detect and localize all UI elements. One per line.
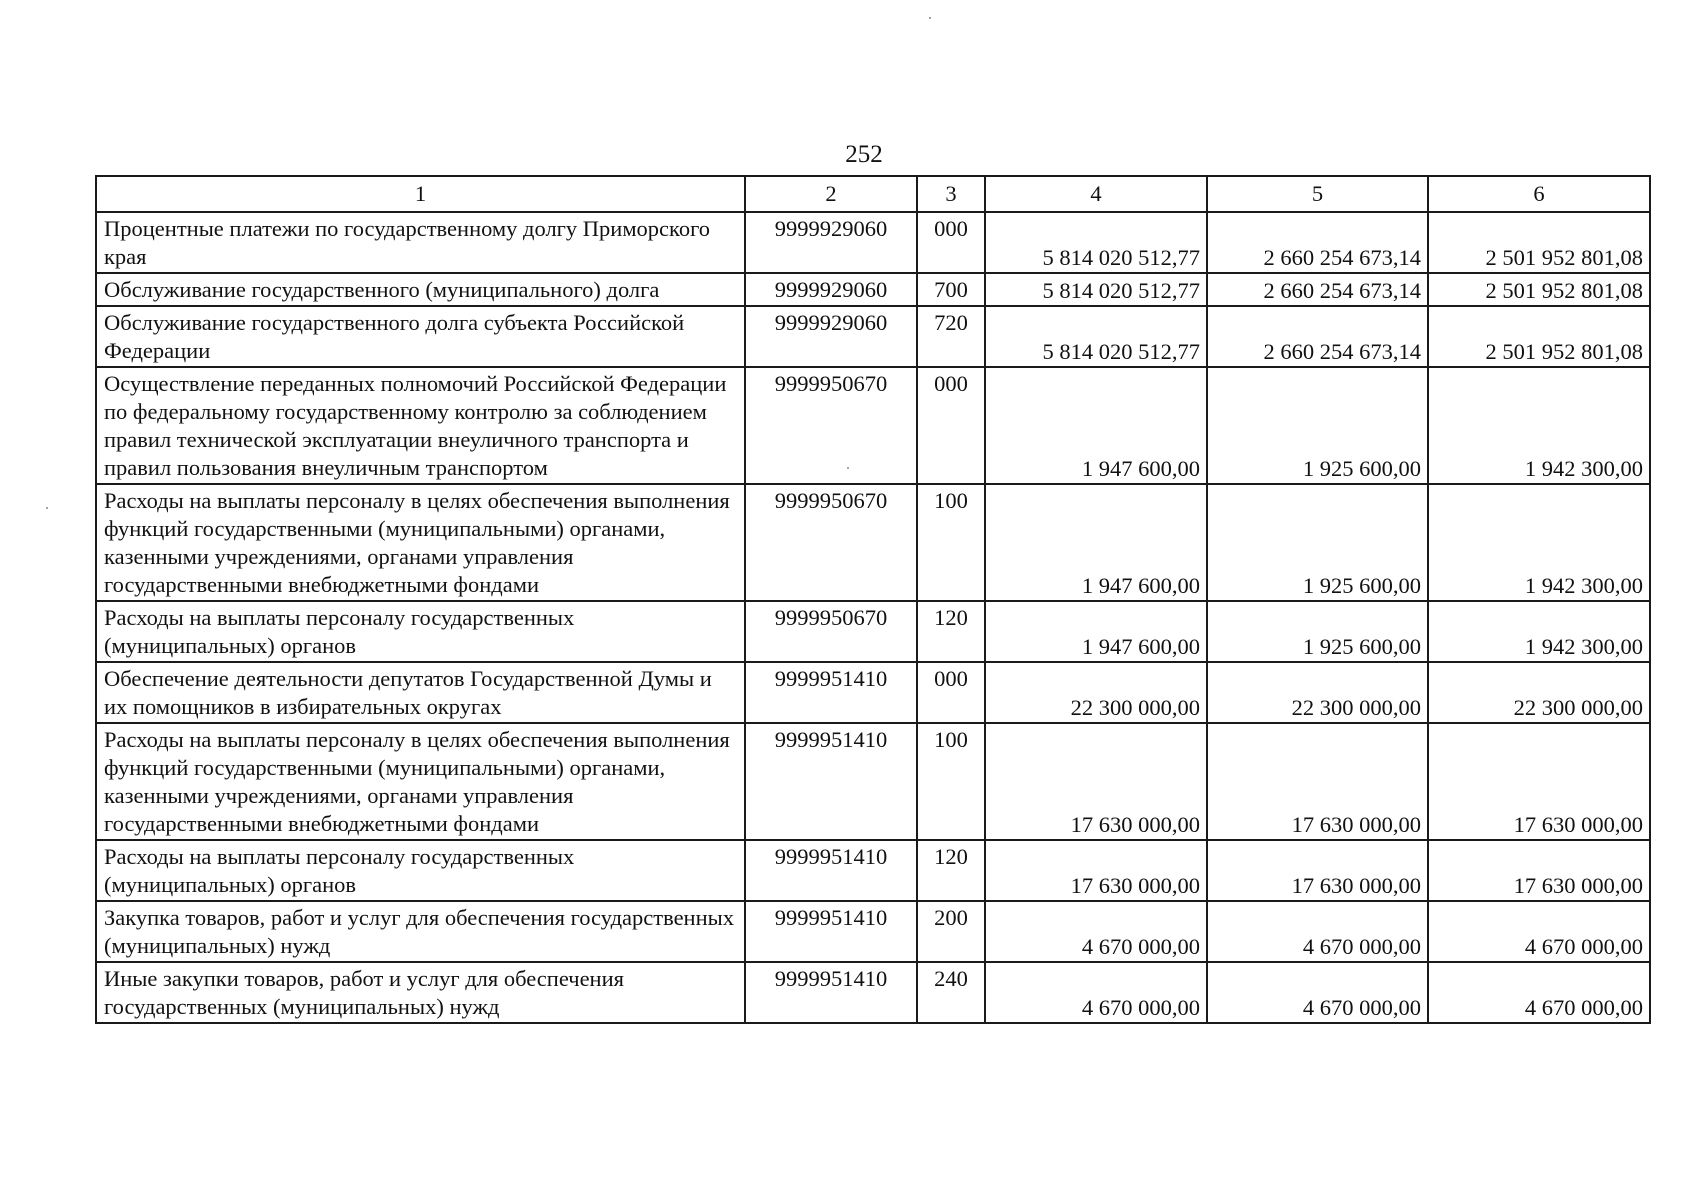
table-row <box>96 212 1650 273</box>
row-code: 9999929060 <box>745 306 917 367</box>
row-value-5: 1 925 600,00 <box>1207 367 1428 484</box>
row-value-5: 2 660 254 673,14 <box>1207 273 1428 306</box>
row-code: 9999951410 <box>745 840 917 901</box>
table-row <box>96 901 1650 962</box>
table-row <box>96 367 1650 484</box>
row-code: 9999951410 <box>745 723 917 840</box>
row-expense-type: 700 <box>917 273 985 306</box>
row-value-6: 4 670 000,00 <box>1428 901 1650 962</box>
row-name: Расходы на выплаты персоналу в целях обеспечения выполнения функций государственными (муниципальными) органами, казенными учреждениями, органами управления государственными внебюджетными фондами <box>96 484 745 601</box>
row-value-5: 22 300 000,00 <box>1207 662 1428 723</box>
table-header-row <box>96 176 1650 212</box>
row-value-5: 1 925 600,00 <box>1207 484 1428 601</box>
row-value-4: 1 947 600,00 <box>985 367 1207 484</box>
row-value-5: 2 660 254 673,14 <box>1207 212 1428 273</box>
row-name: Расходы на выплаты персоналу государственных (муниципальных) органов <box>96 840 745 901</box>
row-value-4: 22 300 000,00 <box>985 662 1207 723</box>
row-name: Расходы на выплаты персоналу в целях обеспечения выполнения функций государственными (муниципальными) органами, казенными учреждениями, органами управления государственными внебюджетными фондами <box>96 723 745 840</box>
row-name: Осуществление переданных полномочий Российской Федерации по федеральному государственному контролю за соблюдением правил технической эксплуатации внеуличного транспорта и правил пользования внеуличным транспортом <box>96 367 745 484</box>
row-value-4: 5 814 020 512,77 <box>985 306 1207 367</box>
row-expense-type: 000 <box>917 367 985 484</box>
row-expense-type: 240 <box>917 962 985 1023</box>
row-name: Процентные платежи по государственному долгу Приморского края <box>96 212 745 273</box>
row-expense-type: 720 <box>917 306 985 367</box>
row-code: 9999929060 <box>745 273 917 306</box>
row-value-4: 5 814 020 512,77 <box>985 212 1207 273</box>
row-name: Закупка товаров, работ и услуг для обеспечения государственных (муниципальных) нужд <box>96 901 745 962</box>
row-expense-type: 100 <box>917 484 985 601</box>
table-row <box>96 484 1650 601</box>
row-value-4: 17 630 000,00 <box>985 840 1207 901</box>
row-code: 9999951410 <box>745 662 917 723</box>
page-number: 252 <box>845 141 883 168</box>
row-value-6: 4 670 000,00 <box>1428 962 1650 1023</box>
row-value-5: 1 925 600,00 <box>1207 601 1428 662</box>
row-value-4: 5 814 020 512,77 <box>985 273 1207 306</box>
row-name: Обслуживание государственного (муниципального) долга <box>96 273 745 306</box>
row-value-4: 4 670 000,00 <box>985 962 1207 1023</box>
table-row <box>96 601 1650 662</box>
row-expense-type: 100 <box>917 723 985 840</box>
row-code: 9999950670 <box>745 484 917 601</box>
table-row <box>96 962 1650 1023</box>
row-value-5: 4 670 000,00 <box>1207 962 1428 1023</box>
row-value-6: 22 300 000,00 <box>1428 662 1650 723</box>
row-value-6: 2 501 952 801,08 <box>1428 273 1650 306</box>
row-value-4: 4 670 000,00 <box>985 901 1207 962</box>
row-code: 9999950670 <box>745 367 917 484</box>
table-row <box>96 662 1650 723</box>
row-value-6: 2 501 952 801,08 <box>1428 212 1650 273</box>
column-header-6: 6 <box>1428 176 1650 212</box>
row-value-6: 17 630 000,00 <box>1428 723 1650 840</box>
row-name: Обслуживание государственного долга субъекта Российской Федерации <box>96 306 745 367</box>
row-name: Обеспечение деятельности депутатов Государственной Думы и их помощников в избирательных округах <box>96 662 745 723</box>
column-header-1: 1 <box>96 176 745 212</box>
row-expense-type: 000 <box>917 662 985 723</box>
row-value-5: 17 630 000,00 <box>1207 723 1428 840</box>
table-row <box>96 723 1650 840</box>
row-name: Расходы на выплаты персоналу государственных (муниципальных) органов <box>96 601 745 662</box>
budget-table <box>95 175 1651 1024</box>
row-value-5: 4 670 000,00 <box>1207 901 1428 962</box>
row-value-6: 2 501 952 801,08 <box>1428 306 1650 367</box>
row-value-4: 17 630 000,00 <box>985 723 1207 840</box>
table-row <box>96 273 1650 306</box>
column-header-2: 2 <box>745 176 917 212</box>
row-value-4: 1 947 600,00 <box>985 601 1207 662</box>
row-value-6: 1 942 300,00 <box>1428 367 1650 484</box>
row-value-6: 1 942 300,00 <box>1428 484 1650 601</box>
row-value-4: 1 947 600,00 <box>985 484 1207 601</box>
row-expense-type: 200 <box>917 901 985 962</box>
column-header-4: 4 <box>985 176 1207 212</box>
table-row <box>96 306 1650 367</box>
scan-speck <box>847 467 849 469</box>
row-value-6: 17 630 000,00 <box>1428 840 1650 901</box>
row-code: 9999929060 <box>745 212 917 273</box>
row-code: 9999950670 <box>745 601 917 662</box>
row-code: 9999951410 <box>745 962 917 1023</box>
row-expense-type: 120 <box>917 840 985 901</box>
row-value-5: 2 660 254 673,14 <box>1207 306 1428 367</box>
row-expense-type: 120 <box>917 601 985 662</box>
row-value-6: 1 942 300,00 <box>1428 601 1650 662</box>
row-name: Иные закупки товаров, работ и услуг для обеспечения государственных (муниципальных) нужд <box>96 962 745 1023</box>
row-expense-type: 000 <box>917 212 985 273</box>
scan-speck <box>46 507 48 509</box>
row-value-5: 17 630 000,00 <box>1207 840 1428 901</box>
table-row <box>96 840 1650 901</box>
column-header-3: 3 <box>917 176 985 212</box>
column-header-5: 5 <box>1207 176 1428 212</box>
row-code: 9999951410 <box>745 901 917 962</box>
scan-speck <box>929 17 931 19</box>
